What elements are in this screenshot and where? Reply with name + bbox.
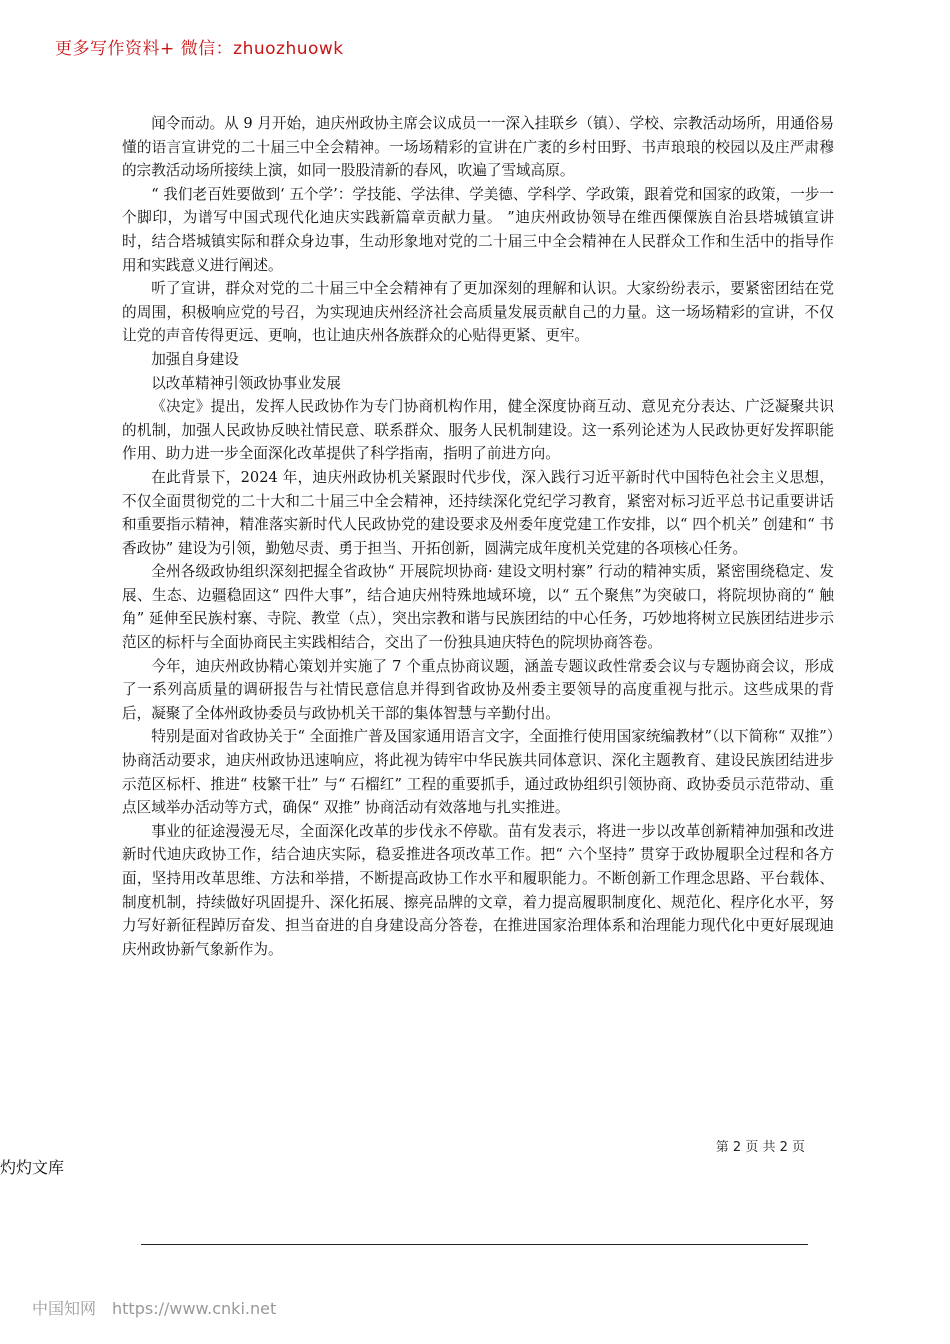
library-name: 灼灼文库	[0, 1158, 65, 1177]
watermark	[32, 1296, 292, 1319]
paragraph: 特别是面对省政协关于“ 全面推广普及国家通用语言文字，全面推行使用国家统编教材”（以下简称“ 双推”）协商活动要求，迪庆州政协迅速响应，将此视为铸牢中华民族共同体意识、深化主题教育、建设民族团结进步示范区标杆、推进“ 枝繁干壮” 与“ 石榴红” 工程的重要抓手，通过政协组织引领协商、政协委员示范带动、重点区域举办活动等方式，确保“ 双推” 协商活动有效落地与扎实推进。	[122, 728, 834, 817]
paragraph: 事业的征途漫漫无尽，全面深化改革的步伐永不停歇。苗有发表示，将进一步以改革创新精神加强和改进新时代迪庆政协工作，结合迪庆实际，稳妥推进各项改革工作。把“ 六个坚持” 贯穿于政协履职全过程和各方面，坚持用改革思维、方法和举措，不断提高政协工作水平和履职能力。不断创新工作理念思路、平台载体、制度机制，持续做好巩固提升、深化拓展、擦亮品牌的文章，着力提高履职制度化、规范化、程序化水平，努力写好新征程踔厉奋发、担当奋进的自身建设高分答卷，在推进国家治理体系和治理能力现代化中更好展现迪庆州政协新气象新作为。	[122, 822, 834, 958]
paragraph: 全州各级政协组织深刻把握全省政协“ 开展院坝协商· 建设文明村寨” 行动的精神实质，紧密围绕稳定、发展、生态、边疆稳固这“ 四件大事”，结合迪庆州特殊地域环境，以“ 五个聚焦”为突破口，将院坝协商的“ 触角” 延伸至民族村寨、寺院、教堂（点），突出宗教和谐与民族团结的中心任务，巧妙地将树立民族团结进步示范区的标杆与全面协商民主实践相结合，交出了一份独具迪庆特色的院坝协商答卷。	[122, 563, 834, 652]
page-number: 第 2 页 共 2 页	[715, 1140, 805, 1155]
promo-link[interactable]: 更多写作资料+ 微信：zhuozhuowk	[55, 39, 344, 59]
watermark-site-name: 中国知网	[32, 1299, 97, 1318]
paragraph: 闻令而动。从 9 月开始，迪庆州政协主席会议成员一一深入挂联乡（镇）、学校、宗教活动场所，用通俗易懂的语言宣讲党的二十届三中全会精神。一场场精彩的宣讲在广袤的乡村田野、书声琅琅的校园以及庄严肃穆的宗教活动场所接续上演，如同一股股清新的春风，吹遍了雪域高原。	[122, 115, 834, 180]
paragraph: 听了宣讲，群众对党的二十届三中全会精神有了更加深刻的理解和认识。大家纷纷表示，要紧密团结在党的周围，积极响应党的号召，为实现迪庆州经济社会高质量发展贡献自己的力量。这一场场精彩的宣讲，不仅让党的声音传得更远、更响，也让迪庆州各族群众的心贴得更紧、更牢。	[122, 280, 834, 345]
footer-divider	[141, 1244, 808, 1245]
paragraph: 今年，迪庆州政协精心策划并实施了 7 个重点协商议题，涵盖专题议政性常委会议与专题协商会议，形成了一系列高质量的调研报告与社情民意信息并得到省政协及州委主要领导的高度重视与批示。这些成果的背后，凝聚了全体州政协委员与政协机关干部的集体智慧与辛勤付出。	[122, 657, 834, 722]
watermark-url: https://www.cnki.net	[112, 1299, 277, 1318]
paragraph: 在此背景下，2024 年，迪庆州政协机关紧跟时代步伐，深入践行习近平新时代中国特色社会主义思想，不仅全面贯彻党的二十大和二十届三中全会精神，还持续深化党纪学习教育，紧密对标习近平总书记重要讲话和重要指示精神，精准落实新时代人民政协党的建设要求及州委年度党建工作安排，以“ 四个机关” 创建和“ 书香政协” 建设为引领，勤勉尽责、勇于担当、开拓创新，圆满完成年度机关党建的各项核心任务。	[122, 468, 834, 557]
section-subheading: 以改革精神引领政协事业发展	[151, 374, 341, 392]
paragraph: “ 我们老百姓要做到‘ 五个学’：学技能、学法律、学美德、学科学、学政策，跟着党和国家的政策，一步一个脚印，为谱写中国式现代化迪庆实践新篇章贡献力量。 ”迪庆州政协领导在维西傈僳族自治县塔城镇宣讲时，结合塔城镇实际和群众身边事，生动形象地对党的二十届三中全会精神在人民群众工作和生活中的指导作用和实践意义进行阐述。	[122, 185, 834, 274]
section-heading: 加强自身建设	[151, 350, 239, 368]
paragraph: 《决定》提出，发挥人民政协作为专门协商机构作用，健全深度协商互动、意见充分表达、广泛凝聚共识的机制，加强人民政协反映社情民意、联系群众、服务人民机制建设。这一系列论述为人民政协更好发挥职能作用、助力进一步全面深化改革提供了科学指南，指明了前进方向。	[122, 398, 834, 463]
article-body	[122, 112, 834, 961]
